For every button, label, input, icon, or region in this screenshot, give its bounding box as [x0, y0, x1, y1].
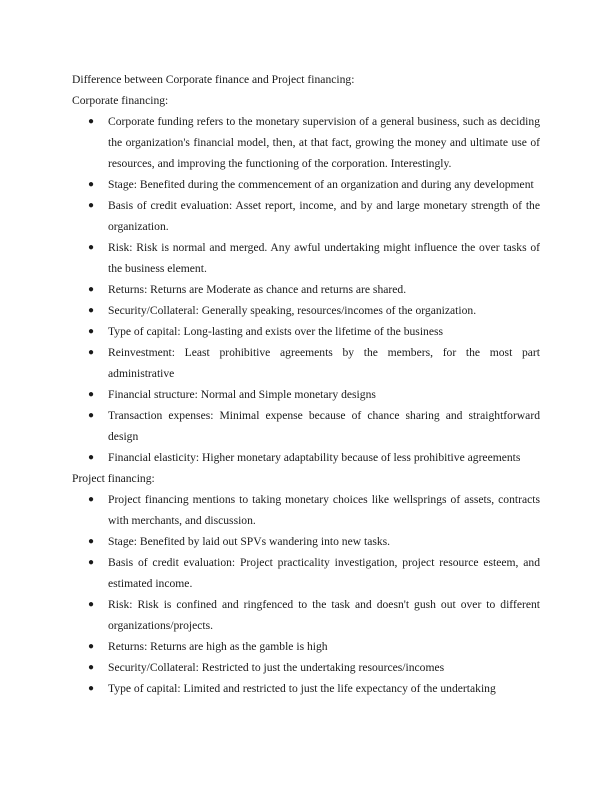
- list-item: [72, 279, 540, 300]
- list-item-text: Transaction expenses: Minimal expense because of chance sharing and straightforward design: [108, 409, 540, 443]
- list-item: [72, 174, 540, 195]
- list-item: [72, 384, 540, 405]
- list-item-text: Corporate funding refers to the monetary supervision of a general business, such as deciding the organization's financial model, then, at that fact, growing the money and ultimate use of resources, and improving the functioning of the corporation. Interestingly.: [108, 115, 540, 170]
- document-page: [72, 69, 540, 699]
- list-item: [72, 111, 540, 174]
- list-item: [72, 552, 540, 594]
- bullet-icon: ●: [88, 116, 95, 127]
- list-item-text: Security/Collateral: Restricted to just the undertaking resources/incomes: [108, 661, 445, 674]
- list-item-text: Security/Collateral: Generally speaking, resources/incomes of the organization.: [108, 304, 477, 317]
- list-item: [72, 636, 540, 657]
- bullet-icon: ●: [88, 242, 95, 253]
- list-item: [72, 678, 540, 699]
- project-bullet-list: [72, 489, 540, 699]
- bullet-icon: ●: [88, 347, 95, 358]
- list-item: [72, 321, 540, 342]
- list-item-text: Financial elasticity: Higher monetary adaptability because of less prohibitive agreements: [108, 451, 521, 464]
- bullet-icon: ●: [88, 179, 95, 190]
- bullet-icon: ●: [88, 326, 95, 337]
- bullet-icon: ●: [88, 494, 95, 505]
- list-item-text: Stage: Benefited by laid out SPVs wandering into new tasks.: [108, 535, 391, 548]
- section-title-project: Project financing:: [72, 472, 155, 485]
- bullet-icon: ●: [88, 200, 95, 211]
- list-item-text: Returns: Returns are Moderate as chance and returns are shared.: [108, 283, 407, 296]
- bullet-icon: ●: [88, 599, 95, 610]
- bullet-icon: ●: [88, 683, 95, 694]
- list-item-text: Type of capital: Long-lasting and exists over the lifetime of the business: [108, 325, 444, 338]
- bullet-icon: ●: [88, 641, 95, 652]
- list-item: [72, 594, 540, 636]
- list-item: [72, 300, 540, 321]
- list-item: [72, 342, 540, 384]
- list-item-text: Basis of credit evaluation: Asset report, income, and by and large monetary strength of the organization.: [108, 199, 540, 233]
- list-item: [72, 489, 540, 531]
- bullet-icon: ●: [88, 662, 95, 673]
- list-item: [72, 195, 540, 237]
- list-item-text: Stage: Benefited during the commencement of an organization and during any development: [108, 178, 534, 191]
- bullet-icon: ●: [88, 536, 95, 547]
- list-item: [72, 405, 540, 447]
- bullet-icon: ●: [88, 305, 95, 316]
- section-title-corporate: Corporate financing:: [72, 94, 169, 107]
- bullet-icon: ●: [88, 410, 95, 421]
- list-item-text: Reinvestment: Least prohibitive agreements by the members, for the most part administrative: [108, 346, 540, 380]
- list-item-text: Basis of credit evaluation: Project practicality investigation, project resource esteem, and estimated income.: [108, 556, 540, 590]
- list-item: [72, 237, 540, 279]
- list-item: [72, 657, 540, 678]
- list-item-text: Risk: Risk is confined and ringfenced to the task and doesn't gush out over to different organizations/projects.: [108, 598, 540, 632]
- list-item: [72, 531, 540, 552]
- list-item: [72, 447, 540, 468]
- bullet-icon: ●: [88, 557, 95, 568]
- corporate-bullet-list: [72, 111, 540, 468]
- list-item-text: Returns: Returns are high as the gamble is high: [108, 640, 328, 653]
- bullet-icon: ●: [88, 389, 95, 400]
- list-item-text: Financial structure: Normal and Simple monetary designs: [108, 388, 376, 401]
- bullet-icon: ●: [88, 452, 95, 463]
- bullet-icon: ●: [88, 284, 95, 295]
- list-item-text: Project financing mentions to taking monetary choices like wellsprings of assets, contracts with merchants, and discussion.: [108, 493, 540, 527]
- document-heading: Difference between Corporate finance and Project financing:: [72, 73, 355, 86]
- list-item-text: Type of capital: Limited and restricted to just the life expectancy of the undertaking: [108, 682, 496, 695]
- list-item-text: Risk: Risk is normal and merged. Any awful undertaking might influence the over tasks of the business element.: [108, 241, 540, 275]
